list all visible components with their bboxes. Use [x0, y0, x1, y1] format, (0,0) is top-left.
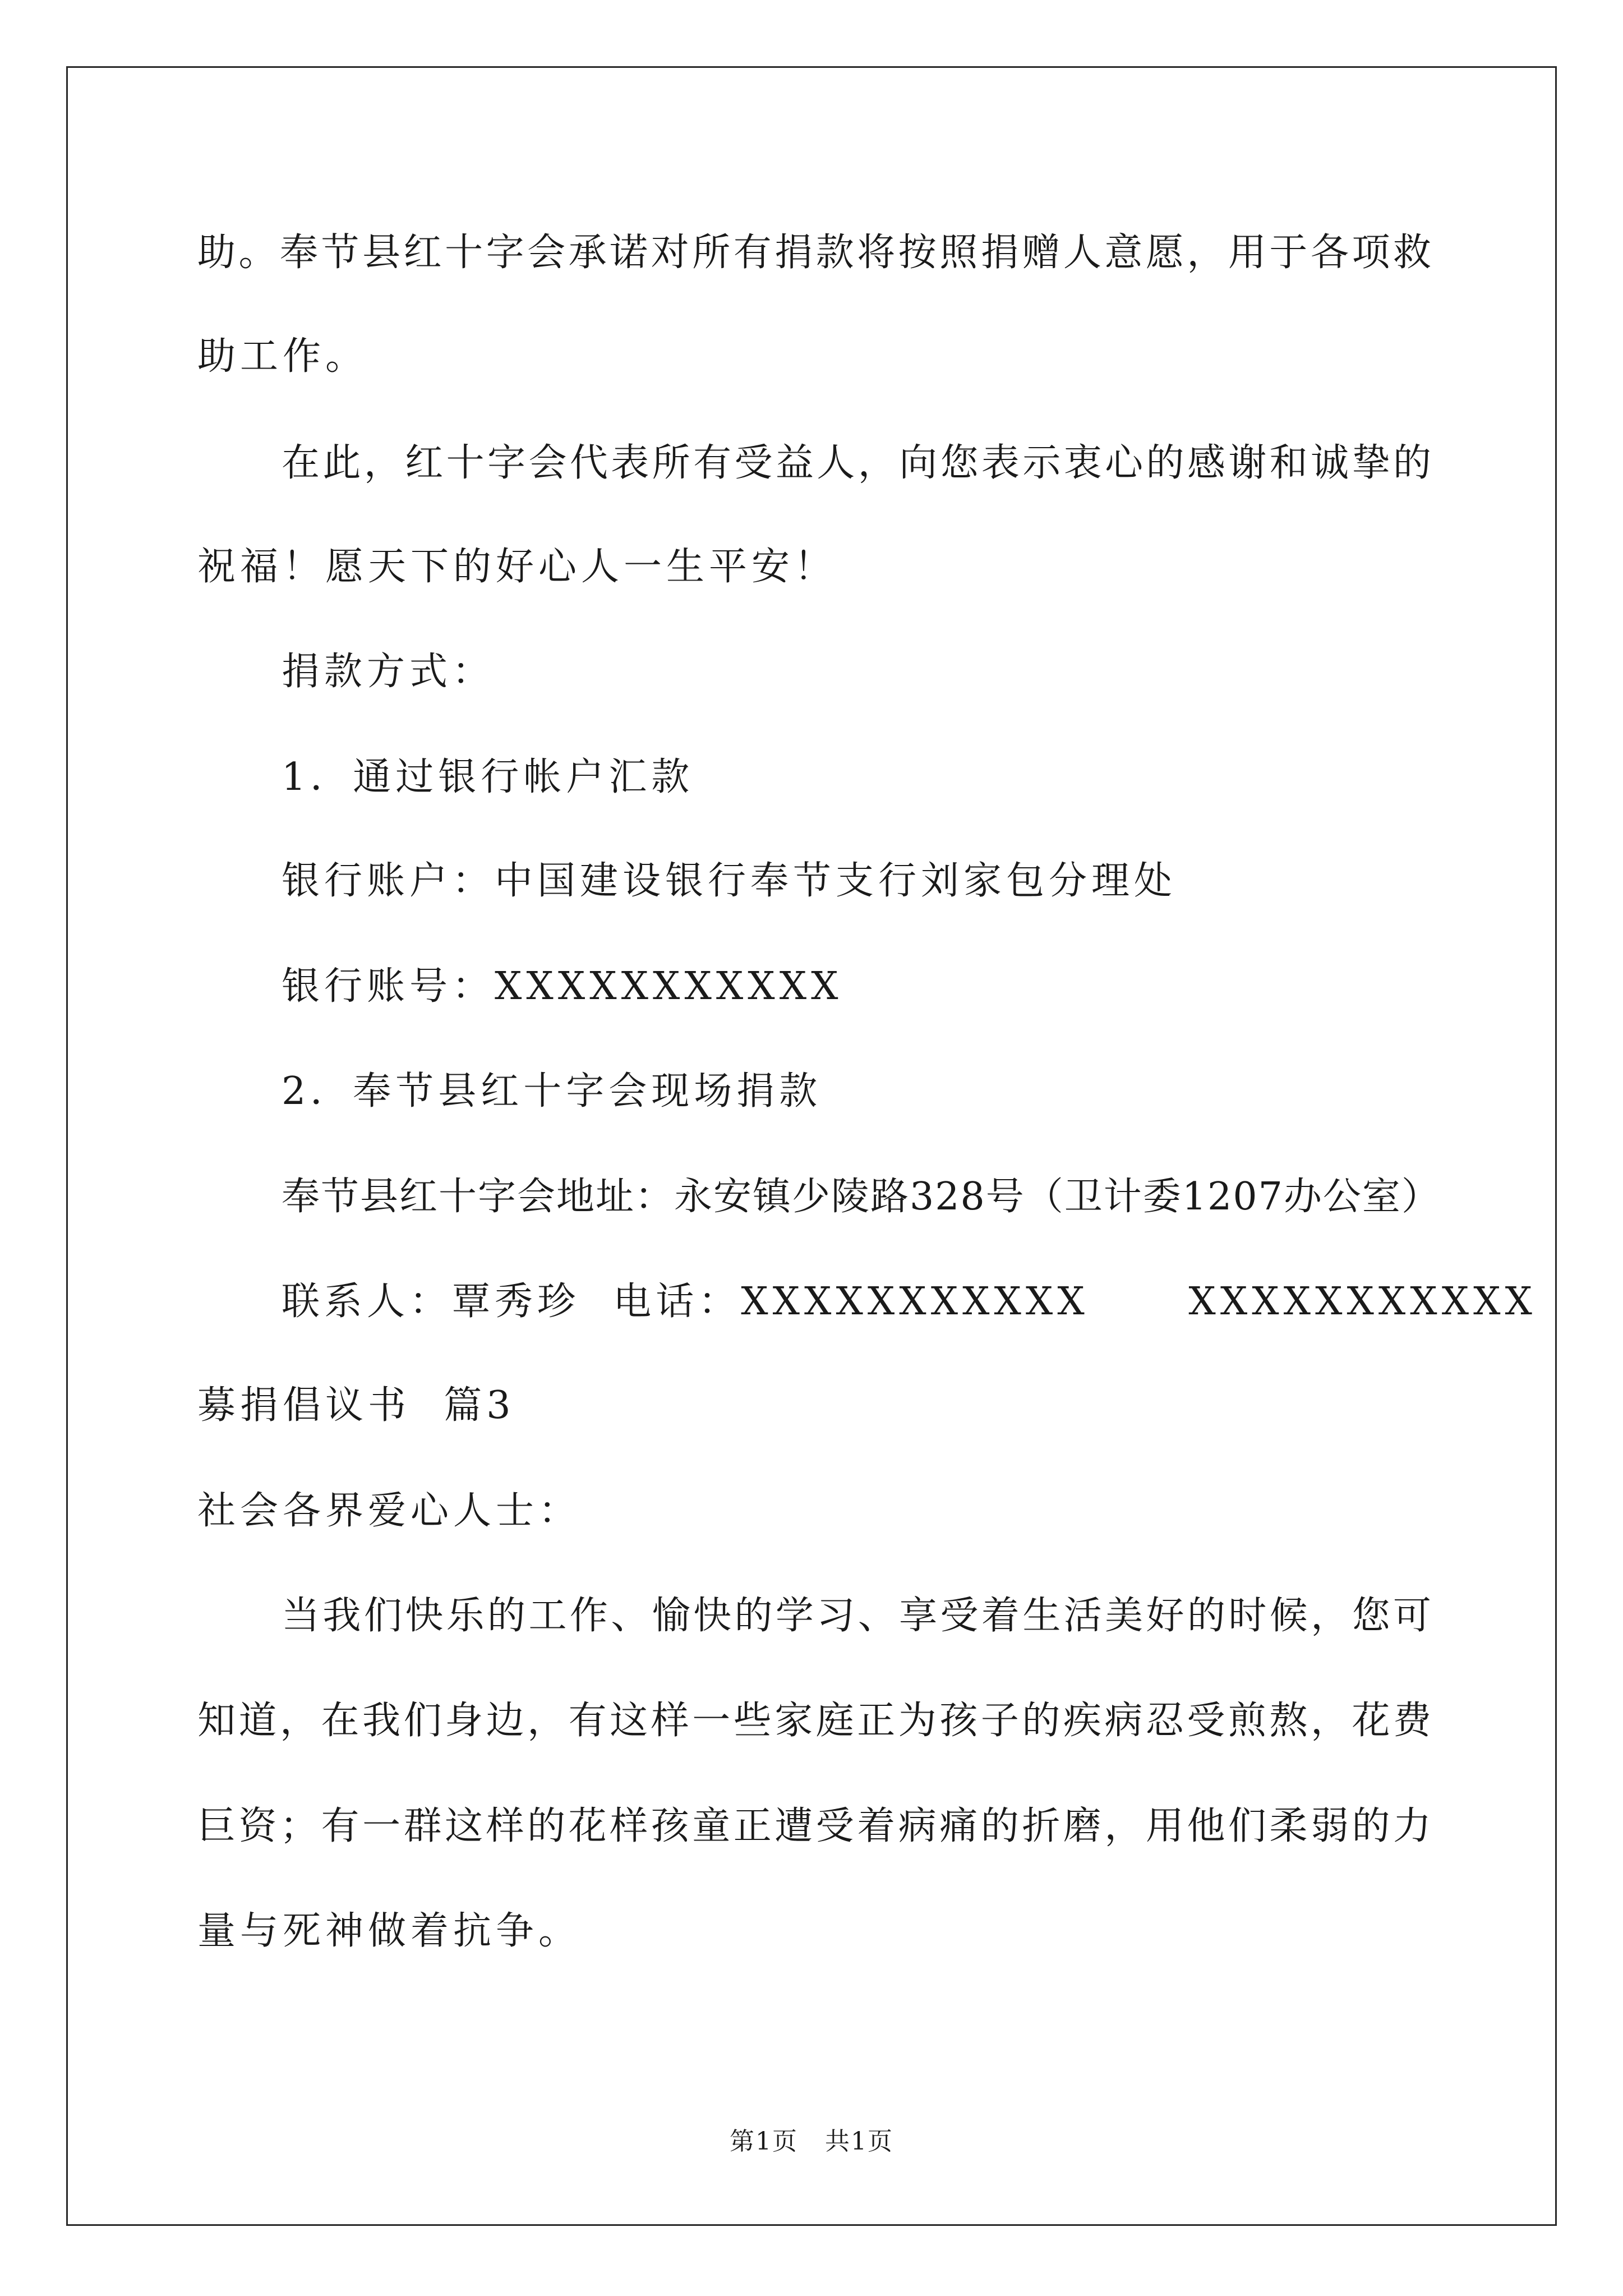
page-border — [66, 66, 1557, 2226]
paragraph-line: 捐款方式： — [282, 650, 495, 694]
list-item: 1．通过银行帐户汇款 — [282, 755, 694, 799]
paragraph-line: 量与死神做着抗争。 — [197, 1909, 582, 1953]
address-line: 奉节县红十字会地址：永安镇少陵路328号（卫计委1207办公室） — [282, 1175, 1441, 1219]
bank-account-name: 银行账户：中国建设银行奉节支行刘家包分理处 — [282, 859, 1177, 903]
page-footer: 第1页 共1页 — [730, 2127, 893, 2156]
paragraph-line: 在此，红十字会代表所有受益人，向您表示衷心的感谢和诚挚的 — [282, 441, 1431, 485]
bank-account-number: 银行账号：XXXXXXXXXXX — [282, 964, 843, 1009]
list-item: 2．奉节县红十字会现场捐款 — [282, 1069, 822, 1114]
paragraph-line: 祝福！愿天下的好心人一生平安！ — [197, 545, 837, 589]
paragraph-line: 助。奉节县红十字会承诺对所有捐款将按照捐赠人意愿，用于各项救 — [197, 231, 1431, 275]
paragraph-line: 助工作。 — [197, 334, 368, 379]
contact-line: 联系人：覃秀珍 电话：XXXXXXXXXXX XXXXXXXXXXX — [282, 1280, 1537, 1324]
section-heading: 募捐倡议书 篇3 — [197, 1383, 515, 1428]
paragraph-line: 知道，在我们身边，有这样一些家庭正为孩子的疾病忍受煎熬，花费 — [197, 1699, 1431, 1743]
salutation: 社会各界爱心人士： — [197, 1489, 582, 1533]
paragraph-line: 巨资；有一群这样的花样孩童正遭受着病痛的折磨，用他们柔弱的力 — [197, 1804, 1431, 1848]
paragraph-line: 当我们快乐的工作、愉快的学习、享受着生活美好的时候，您可 — [282, 1594, 1431, 1638]
